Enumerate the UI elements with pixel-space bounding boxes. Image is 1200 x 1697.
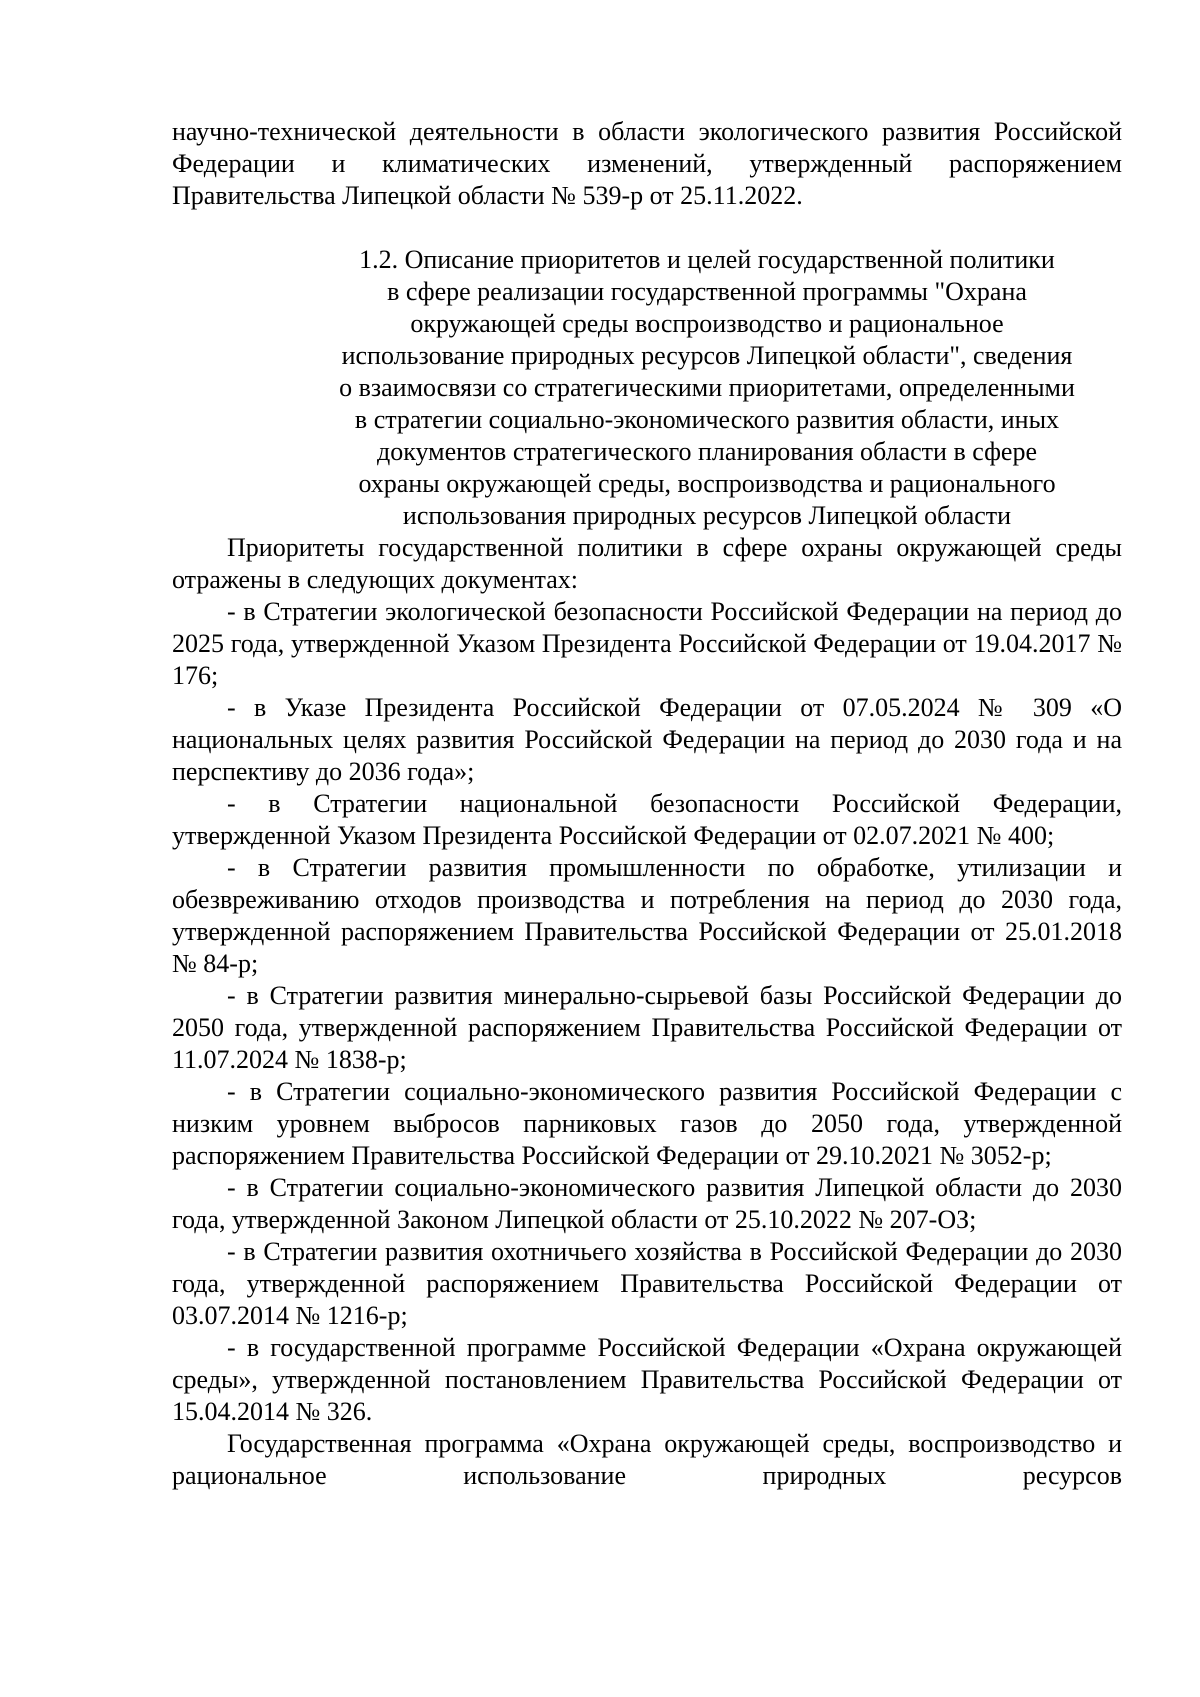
section-heading-line: документов стратегического планирования области в сфере [376, 437, 1038, 466]
list-item: - в Стратегии развития промышленности по обработке, утилизации и обезвреживанию отходов производства и потребления на период до 2030 года, утвержденной распоряжением Правительства Российской Федерации от 25.01.2018 № 84-р; [172, 853, 1122, 978]
list-item: - в государственной программе Российской Федерации «Охрана окружающей среды», утвержденной постановлением Правительства Российской Федерации от 15.04.2014 № 326. [172, 1333, 1122, 1426]
section-heading-line: в стратегии социально-экономического развития области, иных [354, 405, 1060, 434]
section-heading-line: охраны окружающей среды, воспроизводства и рационального [358, 469, 1056, 498]
section-heading-line: в сфере реализации государственной программы "Охрана [387, 277, 1027, 306]
closing-paragraph: Государственная программа «Охрана окружающей среды, воспроизводство и рациональное использование природных ресурсов [172, 1429, 1122, 1490]
section-heading-line: окружающей среды воспроизводство и рациональное [410, 309, 1004, 338]
list-item: - в Стратегии развития охотничьего хозяйства в Российской Федерации до 2030 года, утвержденной распоряжением Правительства Российской Федерации от 03.07.2014 № 1216-р; [172, 1237, 1122, 1330]
list-item: - в Стратегии социально-экономического развития Липецкой области до 2030 года, утвержденной Законом Липецкой области от 25.10.2022 № 207-ОЗ; [172, 1173, 1122, 1234]
list-item: - в Стратегии социально-экономического развития Российской Федерации с низким уровнем выбросов парниковых газов до 2050 года, утвержденной распоряжением Правительства Российской Федерации от 29.10.2021 № 3052-р; [172, 1077, 1122, 1170]
priorities-intro-paragraph: Приоритеты государственной политики в сфере охраны окружающей среды отражены в следующих документах: [172, 533, 1122, 594]
document-body [172, 116, 1122, 1492]
intro-paragraph: научно-технической деятельности в области экологического развития Российской Федерации и климатических изменений, утвержденный распоряжением Правительства Липецкой области № 539-р от 25.11.2022. [172, 117, 1122, 210]
list-item: - в Стратегии экологической безопасности Российской Федерации на период до 2025 года, утвержденной Указом Президента Российской Федерации от 19.04.2017 № 176; [172, 597, 1122, 690]
section-heading [172, 244, 1122, 532]
section-heading-line: 1.2. Описание приоритетов и целей государственной политики [359, 245, 1055, 274]
documents-list [172, 596, 1122, 1428]
section-heading-line: о взаимосвязи со стратегическими приоритетами, определенными [339, 373, 1075, 402]
list-item: - в Стратегии развития минерально-сырьевой базы Российской Федерации до 2050 года, утвержденной распоряжением Правительства Российской Федерации от 11.07.2024 № 1838-р; [172, 981, 1122, 1074]
list-item: - в Стратегии национальной безопасности Российской Федерации, утвержденной Указом Президента Российской Федерации от 02.07.2021 № 400; [172, 789, 1122, 850]
section-heading-line: использование природных ресурсов Липецкой области", сведения [341, 341, 1073, 370]
list-item: - в Указе Президента Российской Федерации от 07.05.2024 № 309 «О национальных целях развития Российской Федерации на период до 2030 года и на перспективу до 2036 года»; [172, 693, 1122, 786]
section-heading-line: использования природных ресурсов Липецкой области [402, 501, 1012, 530]
